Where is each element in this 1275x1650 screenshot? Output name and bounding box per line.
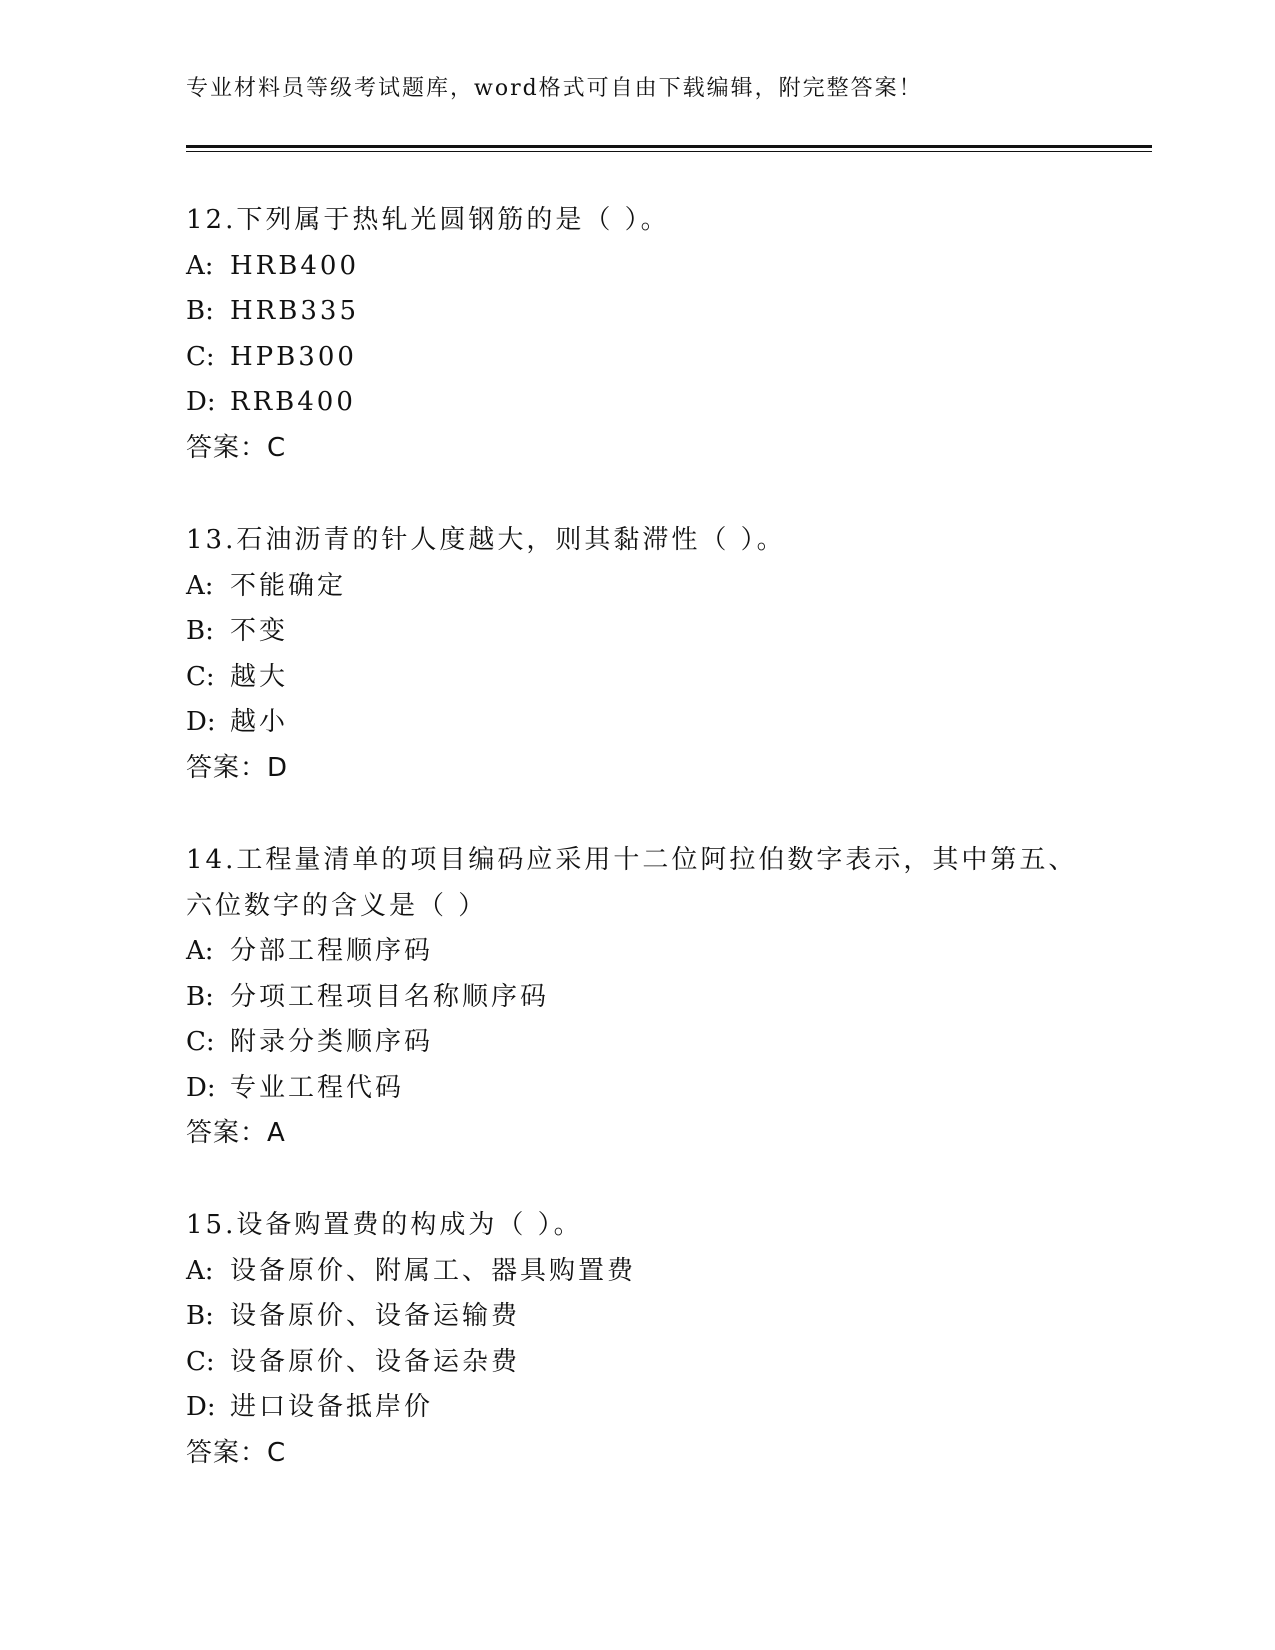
question-stem: 13.石油沥青的针人度越大，则其黏滞性（ ）。 <box>186 525 786 555</box>
answer-text: 答案：A <box>186 1118 286 1148</box>
option-b <box>186 1294 1126 1340</box>
option-text: 不变 <box>230 616 289 646</box>
option-c <box>186 655 1126 701</box>
option-text: 分项工程项目名称顺序码 <box>230 981 550 1012</box>
option-a <box>186 1249 1126 1295</box>
option-text: HPB300 <box>230 341 357 372</box>
question-stem: 14.工程量清单的项目编码应采用十二位阿拉伯数字表示，其中第五、 <box>186 845 1078 875</box>
question-14 <box>186 838 1126 1157</box>
option-a <box>186 244 1126 290</box>
option-letter: D: <box>186 1072 216 1103</box>
option-text: 越大 <box>230 661 289 692</box>
question-12 <box>186 198 1126 471</box>
option-letter: A: <box>186 570 214 601</box>
question-stem-continued: 六位数字的含义是（ ） <box>186 890 488 921</box>
option-b <box>186 975 1126 1021</box>
option-text: 设备原价、附属工、器具购置费 <box>230 1255 637 1286</box>
option-d <box>186 1066 1126 1112</box>
option-letter: B: <box>186 296 214 326</box>
option-text: 专业工程代码 <box>230 1072 405 1103</box>
option-c <box>186 1020 1126 1066</box>
header-divider-thin <box>186 151 1152 152</box>
option-letter: A: <box>186 1255 214 1286</box>
option-a <box>186 929 1126 975</box>
option-b <box>186 289 1126 335</box>
option-text: 设备原价、设备运杂费 <box>230 1346 521 1377</box>
option-letter: A: <box>186 250 214 281</box>
option-c <box>186 335 1126 381</box>
option-letter: D: <box>186 1392 216 1422</box>
option-text: 越小 <box>230 707 289 737</box>
option-text: 分部工程顺序码 <box>230 936 434 966</box>
option-letter: D: <box>186 707 216 737</box>
option-text: 附录分类顺序码 <box>230 1027 434 1057</box>
option-letter: A: <box>186 936 214 966</box>
answer-text: 答案：C <box>186 1437 287 1468</box>
option-text: 进口设备抵岸价 <box>230 1392 434 1422</box>
page-header-title: 专业材料员等级考试题库，word格式可自由下载编辑，附完整答案！ <box>186 76 923 101</box>
option-letter: D: <box>186 387 216 417</box>
question-15 <box>186 1203 1126 1476</box>
option-letter: B: <box>186 981 214 1012</box>
option-text: HRB400 <box>230 250 359 281</box>
option-text: 设备原价、设备运输费 <box>230 1301 521 1331</box>
option-text: RRB400 <box>230 387 356 417</box>
option-letter: C: <box>186 661 215 692</box>
header-divider-thick <box>186 145 1152 148</box>
option-letter: C: <box>186 341 215 372</box>
option-text: HRB335 <box>230 296 359 326</box>
option-letter: C: <box>186 1027 215 1057</box>
option-text: 不能确定 <box>230 570 347 601</box>
question-stem: 15.设备购置费的构成为（ ）。 <box>186 1210 583 1240</box>
option-a <box>186 564 1126 610</box>
answer-text: 答案：D <box>186 752 289 783</box>
question-stem: 12.下列属于热轧光圆钢筋的是（ ）。 <box>186 205 670 235</box>
question-13 <box>186 518 1126 791</box>
option-d <box>186 1385 1126 1431</box>
option-d <box>186 700 1126 746</box>
option-letter: B: <box>186 1301 214 1331</box>
option-letter: B: <box>186 616 214 646</box>
option-d <box>186 380 1126 426</box>
option-letter: C: <box>186 1346 215 1377</box>
option-b <box>186 609 1126 655</box>
answer-text: 答案：C <box>186 432 287 463</box>
option-c <box>186 1340 1126 1386</box>
